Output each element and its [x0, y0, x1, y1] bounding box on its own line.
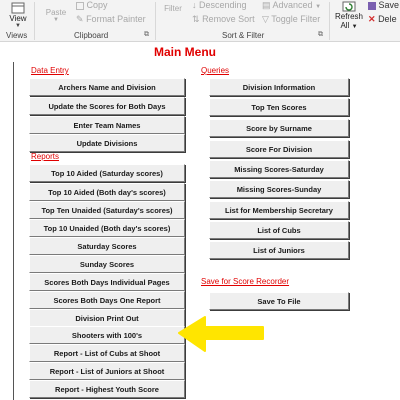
group-label-views: Views — [6, 31, 28, 40]
remove-sort-button[interactable] — [192, 14, 255, 25]
division-information-button[interactable]: Division Information — [209, 78, 349, 96]
clipboard-launcher-icon[interactable]: ⧉ — [144, 31, 149, 38]
top10-aided-both-days-button[interactable]: Top 10 Aided (Both day's scores) — [29, 183, 185, 201]
format-painter-label: Format Painter — [86, 14, 146, 24]
report-highest-youth-score-button[interactable]: Report - Highest Youth Score — [29, 380, 185, 398]
yellow-arrow-annotation — [175, 313, 267, 355]
save-button[interactable] — [368, 0, 399, 10]
chevron-down-icon: ▼ — [15, 23, 21, 29]
save-icon — [368, 2, 376, 10]
advanced-button[interactable] — [262, 0, 321, 11]
top-ten-unaided-saturday-button[interactable]: Top Ten Unaided (Saturday's scores) — [29, 201, 185, 219]
refresh-label: Refresh — [334, 12, 363, 21]
advanced-label: Advanced — [272, 0, 313, 10]
paste-button[interactable] — [42, 2, 70, 23]
list-membership-secretary-button[interactable]: List for Membership Secretary — [209, 201, 349, 219]
page-title: Main Menu — [154, 45, 216, 59]
report-list-cubs-button[interactable]: Report - List of Cubs at Shoot — [29, 344, 185, 362]
group-label-clipboard: Clipboard — [74, 31, 109, 40]
filter-label: Filter — [164, 4, 182, 13]
filter-button[interactable] — [160, 2, 186, 13]
update-divisions-button[interactable]: Update Divisions — [29, 134, 185, 152]
format-painter-button[interactable] — [76, 14, 146, 25]
remove-sort-icon: ⇅ — [192, 14, 200, 24]
section-label-queries: Queries — [201, 66, 230, 75]
section-label-data-entry: Data Entry — [31, 66, 69, 75]
missing-scores-sunday-button[interactable]: Missing Scores-Sunday — [209, 180, 349, 198]
ribbon — [0, 0, 400, 42]
copy-icon — [76, 2, 84, 10]
archers-name-division-button[interactable]: Archers Name and Division — [29, 78, 185, 96]
shooters-with-100s-button[interactable]: Shooters with 100's — [29, 326, 185, 344]
toggle-filter-label: Toggle Filter — [271, 14, 321, 24]
sunday-scores-button[interactable]: Sunday Scores — [29, 255, 185, 273]
missing-scores-saturday-button[interactable]: Missing Scores-Saturday — [209, 160, 349, 178]
top10-unaided-both-days-button[interactable]: Top 10 Unaided (Both day's scores) — [29, 219, 185, 237]
scores-both-days-one-report-button[interactable]: Scores Both Days One Report — [29, 291, 185, 309]
descending-button[interactable] — [192, 0, 247, 10]
copy-label: Copy — [86, 0, 108, 10]
refresh-icon — [341, 0, 357, 12]
descending-label: Descending — [199, 0, 247, 10]
refresh-all-button[interactable] — [334, 0, 364, 30]
view-icon — [11, 2, 25, 14]
remove-sort-label: Remove Sort — [202, 14, 255, 24]
enter-team-names-button[interactable]: Enter Team Names — [29, 116, 185, 134]
group-label-sort-filter: Sort & Filter — [222, 31, 265, 40]
section-label-save-score-recorder: Save for Score Recorder — [201, 277, 290, 286]
save-to-file-button[interactable]: Save To File — [209, 292, 349, 310]
delete-label: Dele — [378, 14, 397, 24]
delete-button[interactable] — [368, 14, 397, 25]
toggle-filter-icon: ▽ — [262, 14, 269, 24]
view-button[interactable] — [6, 2, 30, 29]
delete-icon: ✕ — [368, 14, 376, 24]
all-label: All — [340, 21, 350, 30]
toggle-filter-button[interactable] — [262, 14, 320, 25]
top-ten-scores-button[interactable]: Top Ten Scores — [209, 98, 349, 116]
chevron-down-icon: ▼ — [351, 24, 358, 30]
advanced-icon: ▤ — [262, 0, 271, 10]
copy-button[interactable] — [76, 0, 108, 10]
top10-aided-saturday-button[interactable]: Top 10 Aided (Saturday scores) — [29, 164, 185, 182]
division-print-out-button[interactable]: Division Print Out — [29, 309, 185, 327]
format-painter-icon: ✎ — [76, 14, 84, 24]
paste-label: Paste — [45, 8, 67, 17]
scores-both-days-individual-pages-button[interactable]: Scores Both Days Individual Pages — [29, 273, 185, 291]
report-list-juniors-button[interactable]: Report - List of Juniors at Shoot — [29, 362, 185, 380]
sort-descending-icon: ↓ — [192, 0, 197, 10]
list-of-juniors-button[interactable]: List of Juniors — [209, 241, 349, 259]
sort-filter-launcher-icon[interactable]: ⧉ — [318, 31, 323, 38]
save-label: Save — [378, 0, 400, 10]
saturday-scores-button[interactable]: Saturday Scores — [29, 237, 185, 255]
update-scores-both-days-button[interactable]: Update the Scores for Both Days — [29, 97, 185, 115]
chevron-down-icon: ▼ — [315, 4, 322, 10]
section-label-reports: Reports — [31, 152, 60, 161]
score-for-division-button[interactable]: Score For Division — [209, 140, 349, 158]
chevron-down-icon: ▼ — [53, 17, 59, 23]
list-of-cubs-button[interactable]: List of Cubs — [209, 221, 349, 239]
view-label: View — [9, 14, 27, 23]
score-by-surname-button[interactable]: Score by Surname — [209, 119, 349, 137]
